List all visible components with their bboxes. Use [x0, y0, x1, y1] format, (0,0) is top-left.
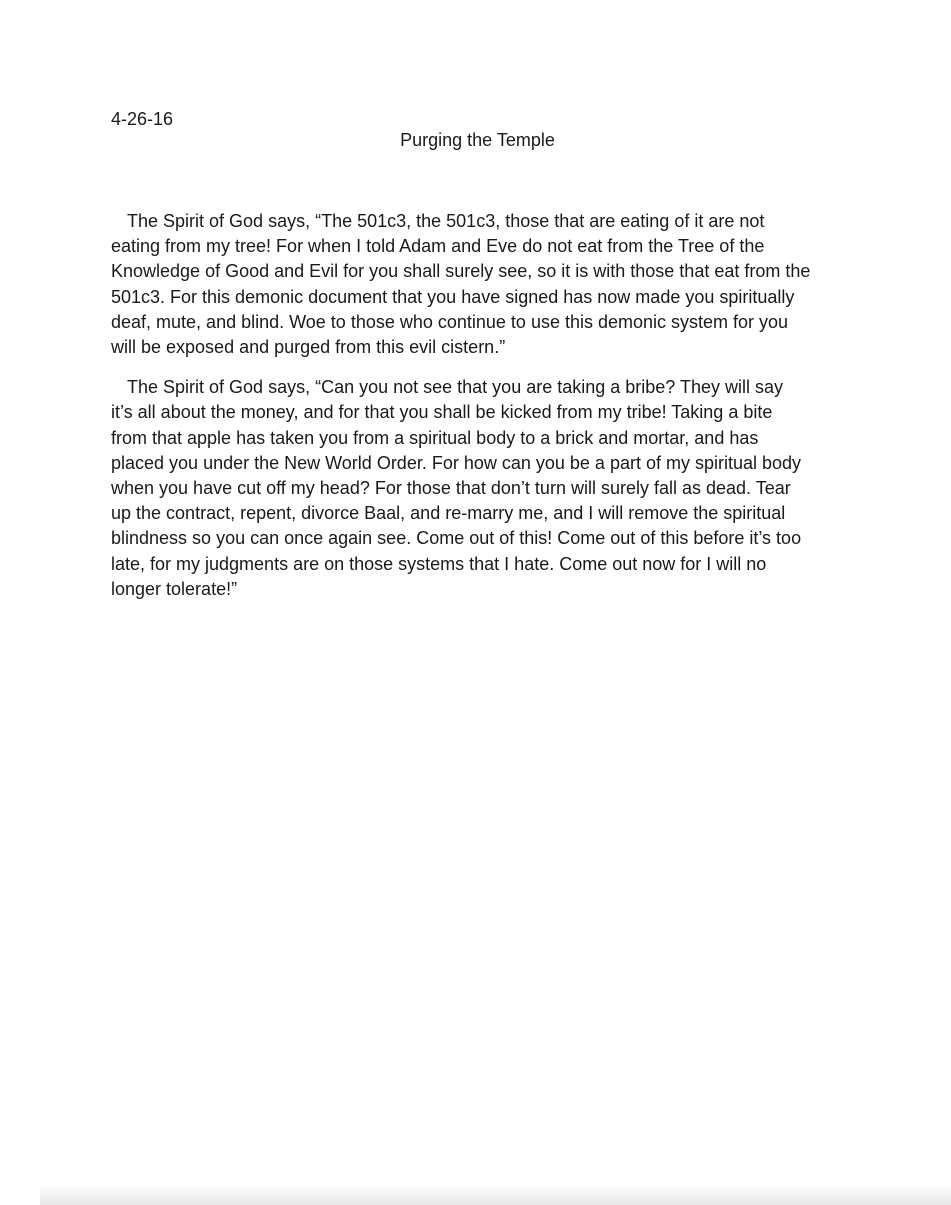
text-line: 501c3. For this demonic document that you have signed has now made you spiritually	[111, 286, 795, 307]
text-line: blindness so you can once again see. Come out of this! Come out of this before it’s too	[111, 528, 802, 549]
text-line: late, for my judgments are on those systems that I hate. Come out now for I will no	[111, 553, 767, 574]
text-line: Knowledge of Good and Evil for you shall surely see, so it is with those that eat from the	[111, 261, 811, 282]
text-line: will be exposed and purged from this evil cistern.”	[111, 337, 506, 358]
text-line: up the contract, repent, divorce Baal, and re-marry me, and I will remove the spiritual	[111, 503, 786, 524]
paragraph-2	[111, 375, 851, 602]
page-bottom-shadow	[40, 1183, 951, 1205]
text-line: eating from my tree! For when I told Adam and Eve do not eat from the Tree of the	[111, 236, 765, 257]
text-line: when you have cut off my head? For those that don’t turn will surely fall as dead. Tear	[111, 478, 791, 499]
text-line: longer tolerate!”	[111, 578, 238, 599]
text-line: it’s all about the money, and for that you shall be kicked from my tribe! Taking a bite	[111, 402, 773, 423]
text-line: deaf, mute, and blind. Woe to those who continue to use this demonic system for you	[111, 311, 789, 332]
text-line: The Spirit of God says, “The 501c3, the 501c3, those that are eating of it are not	[127, 211, 765, 231]
text-line: placed you under the New World Order. For how can you be a part of my spiritual body	[111, 452, 802, 473]
text-line: from that apple has taken you from a spiritual body to a brick and mortar, and has	[111, 427, 759, 448]
document-body	[111, 209, 851, 617]
document-title: Purging the Temple	[400, 130, 555, 150]
text-line: The Spirit of God says, “Can you not see that you are taking a bribe? They will say	[127, 377, 784, 398]
document-date: 4-26-16	[111, 109, 174, 129]
paragraph-1	[111, 209, 851, 360]
